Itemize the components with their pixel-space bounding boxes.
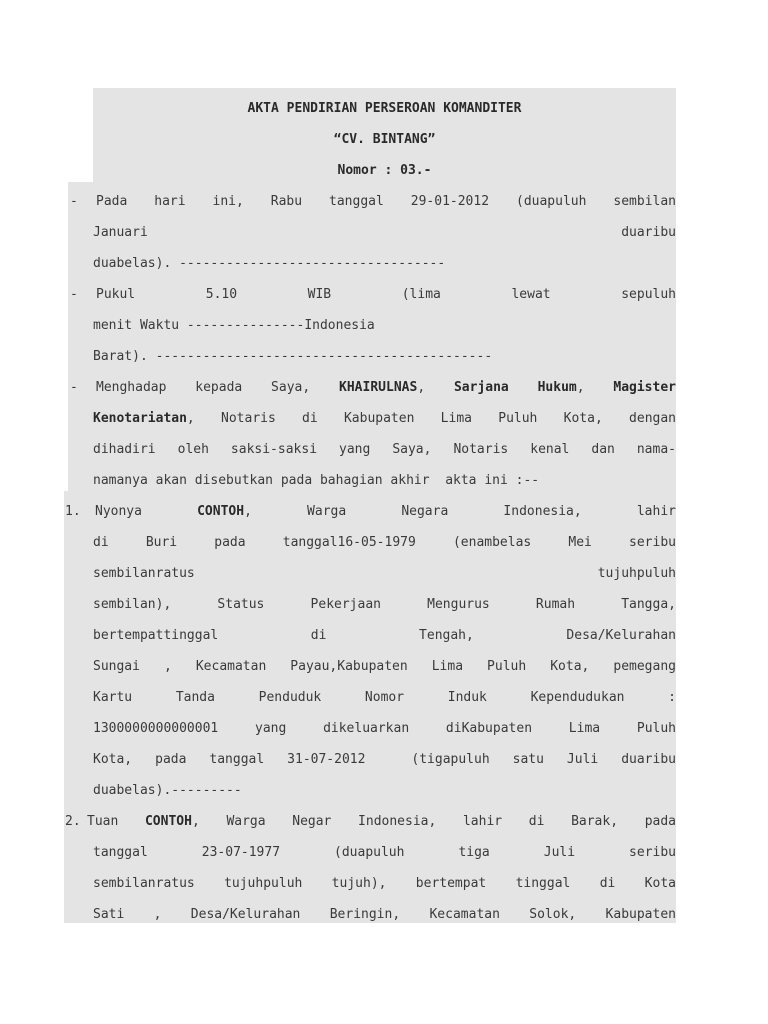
party-name: CONTOH xyxy=(144,814,192,829)
paragraph-line: di Buri pada tanggal16-05-1979 (enambelas Mei seribu xyxy=(93,535,676,550)
paragraph-line: Sungai , Kecamatan Payau,Kabupaten Lima Puluh Kota, pemegang xyxy=(93,659,676,674)
paragraph-line: dihadiri oleh saksi-saksi yang Saya, Notaris kenal dan nama- xyxy=(93,442,676,457)
paragraph-line: Tuan CONTOH, Warga Negar Indonesia, lahir di Barak, pada xyxy=(87,814,677,829)
item-marker: 2. xyxy=(65,814,81,829)
paragraph-line: Pada hari ini, Rabu tanggal 29-01-2012 (duapuluh sembilan xyxy=(96,194,676,209)
paragraph-line: Sati , Desa/Kelurahan Beringin, Kecamatan Solok, Kabupaten xyxy=(93,907,676,922)
paragraph-line: tanggal 23-07-1977 (duapuluh tiga Juli seribu xyxy=(93,845,676,860)
item-marker: - xyxy=(70,287,78,302)
paragraph-line: namanya akan disebutkan pada bahagian akhir akta ini :-- xyxy=(93,473,540,488)
paragraph-line: duabelas).--------- xyxy=(93,783,242,798)
party-name: CONTOH xyxy=(197,504,245,519)
paragraph-line: Kenotariatan, Notaris di Kabupaten Lima Puluh Kota, dengan xyxy=(93,411,676,426)
paragraph-line: bertempattinggal di Tengah, Desa/Kelurahan xyxy=(93,628,676,643)
paragraph-line: sembilan), Status Pekerjaan Mengurus Rumah Tangga, xyxy=(93,597,676,612)
item-marker: - xyxy=(70,380,78,395)
paragraph-line: 1300000000000001 yang dikeluarkan diKabupaten Lima Puluh xyxy=(93,721,676,736)
paragraph-line: Kartu Tanda Penduduk Nomor Induk Kependudukan : xyxy=(93,690,676,705)
deed-number: Nomor : 03.- xyxy=(337,163,432,178)
paragraph-line: Januari duaribu xyxy=(93,225,676,240)
deed-title: AKTA PENDIRIAN PERSEROAN KOMANDITER xyxy=(247,101,522,116)
notary-degree-2: Magister xyxy=(613,380,676,395)
paragraph-line: Nyonya CONTOH, Warga Negara Indonesia, lahir xyxy=(95,504,676,519)
paragraph-line: Pukul 5.10 WIB (lima lewat sepuluh xyxy=(96,287,676,302)
notary-degree: Sarjana Hukum xyxy=(453,380,577,395)
paragraph-line: sembilanratus tujuhpuluh tujuh), bertempat tinggal di Kota xyxy=(93,876,676,891)
paragraph-line: menit Waktu ---------------Indonesia xyxy=(93,318,375,333)
paragraph-line: sembilanratus tujuhpuluh xyxy=(93,566,676,581)
item-marker: 1. xyxy=(65,504,81,519)
paragraph-line: Menghadap kepada Saya, KHAIRULNAS, Sarjana Hukum, Magister xyxy=(96,380,676,395)
item-marker: - xyxy=(70,194,78,209)
notary-name: KHAIRULNAS xyxy=(339,380,418,395)
paragraph-line: Barat). ------------------------------------------- xyxy=(93,349,493,364)
paragraph-line: Kota, pada tanggal 31-07-2012 (tigapuluh satu Juli duaribu xyxy=(93,752,676,767)
company-name: “CV. BINTANG” xyxy=(333,132,436,147)
paragraph-line: duabelas). ---------------------------------- xyxy=(93,256,446,271)
